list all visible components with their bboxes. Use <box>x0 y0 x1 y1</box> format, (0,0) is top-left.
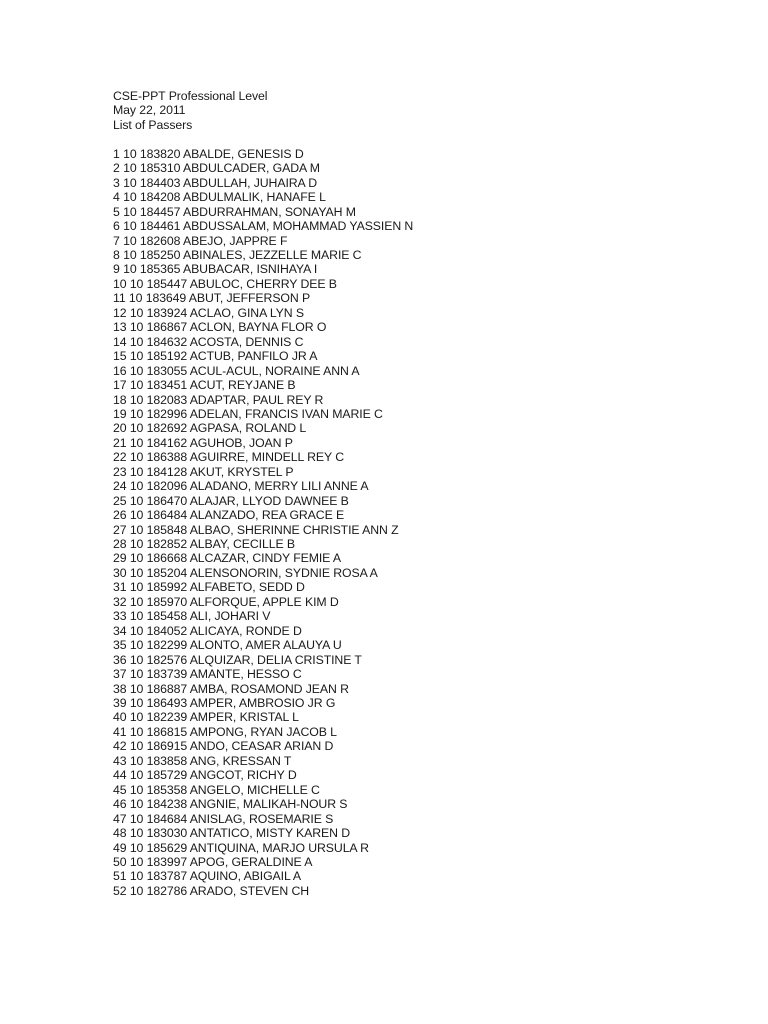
passer-name: ACTUB, PANFILO JR A <box>189 349 318 364</box>
passer-name: ABDUSSALAM, MOHAMMAD YASSIEN N <box>182 219 414 234</box>
passer-id: 182576 <box>146 652 188 667</box>
passer-region: 10 <box>129 565 144 580</box>
passer-id: 183451 <box>146 378 188 393</box>
passer-id: 183030 <box>146 826 188 841</box>
passer-id: 182996 <box>146 406 188 421</box>
passer-id: 185250 <box>139 247 181 262</box>
passer-region: 10 <box>129 508 144 523</box>
passer-name: ANTIQUINA, MARJO URSULA R <box>189 840 369 855</box>
passer-region: 10 <box>129 782 144 797</box>
passer-name: ALENSONORIN, SYDNIE ROSA A <box>189 565 378 580</box>
passer-name: ABDULMALIK, HANAFE L <box>182 190 326 205</box>
passer-id: 185970 <box>146 594 188 609</box>
passer-no: 11 <box>113 291 126 306</box>
document-header <box>113 89 713 132</box>
passer-region: 10 <box>129 537 144 552</box>
passer-row <box>113 566 713 580</box>
passer-region: 10 <box>129 724 144 739</box>
passer-region: 10 <box>123 146 137 161</box>
passer-name: ABUT, JEFFERSON P <box>188 291 311 306</box>
passer-row <box>113 725 713 739</box>
passer-row <box>113 624 713 638</box>
passer-id: 186493 <box>146 696 188 711</box>
passer-row <box>113 291 713 305</box>
passer-no: 41 <box>113 724 127 739</box>
passer-row <box>113 147 713 161</box>
exam-title: CSE-PPT Professional Level <box>113 89 268 103</box>
passer-no: 46 <box>113 797 127 812</box>
passer-name: ALBAY, CECILLE B <box>189 537 295 552</box>
passer-name: ANGCOT, RICHY D <box>189 768 297 783</box>
passer-row <box>113 551 713 565</box>
list-subtitle: List of Passers <box>113 117 193 132</box>
passer-region: 10 <box>129 768 144 783</box>
passer-region: 10 <box>129 840 144 855</box>
passer-id: 186887 <box>146 681 188 696</box>
passer-no: 47 <box>113 811 127 826</box>
passer-region: 10 <box>129 580 144 595</box>
passer-no: 5 <box>113 204 120 219</box>
passer-no: 13 <box>113 320 127 335</box>
passer-no: 23 <box>113 464 127 479</box>
passer-region: 10 <box>129 753 144 768</box>
passer-id: 183858 <box>146 753 188 768</box>
passer-name: ALCAZAR, CINDY FEMIE A <box>189 551 342 566</box>
passer-name: ALANZADO, REA GRACE E <box>189 508 345 523</box>
passer-region: 10 <box>129 406 144 421</box>
passer-region: 10 <box>123 204 137 219</box>
passer-name: AMPER, KRISTAL L <box>189 710 299 725</box>
passer-region: 10 <box>129 363 144 378</box>
passer-row <box>113 494 713 508</box>
passer-region: 10 <box>129 811 144 826</box>
passer-name: ANG, KRESSAN T <box>189 753 292 768</box>
passer-id: 185358 <box>146 782 188 797</box>
passer-id: 184208 <box>139 190 181 205</box>
passer-name: APOG, GERALDINE A <box>189 855 313 869</box>
passer-region: 10 <box>123 190 137 205</box>
passer-no: 43 <box>113 753 127 768</box>
passer-row <box>113 595 713 609</box>
passer-name: ACOSTA, DENNIS C <box>189 334 304 349</box>
passer-id: 183820 <box>139 146 181 161</box>
passer-name: ALAJAR, LLYOD DAWNEE B <box>189 493 349 508</box>
passer-id: 184403 <box>139 175 181 190</box>
passer-id: 185310 <box>139 161 181 176</box>
passer-no: 9 <box>113 262 120 277</box>
passer-id: 185192 <box>146 349 188 364</box>
passer-region: 10 <box>129 609 144 624</box>
passer-no: 20 <box>113 421 127 436</box>
passer-row <box>113 407 713 421</box>
passer-no: 38 <box>113 681 127 696</box>
passer-id: 184457 <box>139 204 181 219</box>
passer-name: ANGELO, MICHELLE C <box>189 782 320 797</box>
passer-region: 10 <box>129 883 144 898</box>
passer-id: 185458 <box>146 609 188 624</box>
passer-no: 40 <box>113 710 127 725</box>
passer-no: 31 <box>113 580 127 595</box>
passer-no: 16 <box>113 363 127 378</box>
passer-row <box>113 205 713 219</box>
passer-row <box>113 609 713 623</box>
passer-id: 184128 <box>146 464 188 479</box>
passer-region: 10 <box>129 667 144 682</box>
passer-region: 10 <box>129 479 144 494</box>
passer-region: 10 <box>129 710 144 725</box>
passer-id: 184461 <box>139 219 181 234</box>
passer-name: ABDURRAHMAN, SONAYAH M <box>182 204 356 219</box>
passer-row <box>113 653 713 667</box>
passer-region: 10 <box>129 826 144 841</box>
passer-region: 10 <box>129 305 144 320</box>
passer-row <box>113 638 713 652</box>
passer-id: 186915 <box>146 739 188 754</box>
passer-region: 10 <box>129 493 144 508</box>
passer-name: ALFABETO, SEDD D <box>189 580 305 595</box>
passer-region: 10 <box>129 421 144 436</box>
passer-no: 27 <box>113 522 127 537</box>
passer-name: ANGNIE, MALIKAH-NOUR S <box>189 797 348 812</box>
passer-id: 182299 <box>146 638 188 653</box>
passer-row <box>113 306 713 320</box>
passer-row <box>113 797 713 811</box>
passer-region: 10 <box>129 464 144 479</box>
passer-id: 183055 <box>146 363 188 378</box>
passer-region: 10 <box>129 551 144 566</box>
passer-row <box>113 248 713 262</box>
passer-no: 14 <box>113 334 127 349</box>
passer-id: 182096 <box>146 479 188 494</box>
passer-no: 36 <box>113 652 127 667</box>
passer-no: 32 <box>113 594 127 609</box>
passer-id: 185204 <box>146 565 188 580</box>
passer-name: ABINALES, JEZZELLE MARIE C <box>182 247 362 262</box>
passer-name: AMPONG, RYAN JACOB L <box>189 724 337 739</box>
passer-no: 8 <box>113 247 120 262</box>
passer-id: 182852 <box>146 537 188 552</box>
passer-name: ABEJO, JAPPRE F <box>182 233 288 248</box>
passer-row <box>113 364 713 378</box>
passer-id: 183924 <box>146 305 188 320</box>
passer-region: 10 <box>129 435 144 450</box>
passer-row <box>113 826 713 840</box>
passer-id: 183649 <box>145 291 187 306</box>
passer-region: 10 <box>123 219 137 234</box>
passer-id: 186388 <box>146 450 188 465</box>
passer-name: AMANTE, HESSO C <box>189 667 302 682</box>
passer-row <box>113 176 713 190</box>
passer-name: AQUINO, ABIGAIL A <box>189 869 301 884</box>
passer-name: ABALDE, GENESIS D <box>182 146 304 161</box>
passer-no: 15 <box>113 349 127 364</box>
passer-name: ABDULLAH, JUHAIRA D <box>182 175 318 190</box>
passer-name: ALQUIZAR, DELIA CRISTINE T <box>189 652 362 667</box>
passer-no: 3 <box>113 175 120 190</box>
passer-id: 185992 <box>146 580 188 595</box>
passer-no: 17 <box>113 378 127 393</box>
passer-name: AMPER, AMBROSIO JR G <box>189 696 336 711</box>
header-spacer <box>113 132 713 146</box>
passer-row <box>113 580 713 594</box>
passer-no: 44 <box>113 768 127 783</box>
passer-id: 185365 <box>139 262 181 277</box>
passer-region: 10 <box>129 869 144 884</box>
passer-id: 185447 <box>146 276 188 291</box>
passer-id: 183787 <box>146 869 188 884</box>
passer-no: 26 <box>113 508 127 523</box>
passer-id: 186867 <box>146 320 188 335</box>
passer-id: 184632 <box>146 334 188 349</box>
passer-no: 10 <box>113 276 127 291</box>
passer-id: 184684 <box>146 811 188 826</box>
passer-no: 45 <box>113 782 127 797</box>
passer-id: 185848 <box>146 522 188 537</box>
passer-name: ACLAO, GINA LYN S <box>189 305 304 320</box>
passer-row <box>113 812 713 826</box>
passer-id: 186815 <box>146 724 188 739</box>
passer-region: 10 <box>129 594 144 609</box>
passer-region: 10 <box>129 378 144 393</box>
passer-row <box>113 378 713 392</box>
passer-no: 37 <box>113 667 127 682</box>
passer-no: 19 <box>113 406 127 421</box>
passer-row <box>113 234 713 248</box>
passer-id: 183739 <box>146 667 188 682</box>
passer-no: 2 <box>113 161 120 176</box>
passer-id: 182239 <box>146 710 188 725</box>
passer-no: 50 <box>113 855 127 869</box>
passer-row <box>113 349 713 363</box>
passer-row <box>113 855 713 869</box>
passer-region: 10 <box>129 696 144 711</box>
passer-row <box>113 841 713 855</box>
passer-region: 10 <box>129 349 144 364</box>
passer-id: 182608 <box>139 233 181 248</box>
passer-region: 10 <box>128 291 143 306</box>
passer-name: ADAPTAR, PAUL REY R <box>189 392 324 407</box>
passer-no: 39 <box>113 696 127 711</box>
passer-region: 10 <box>129 276 144 291</box>
passer-id: 185729 <box>146 768 188 783</box>
passer-region: 10 <box>123 247 137 262</box>
passer-row <box>113 508 713 522</box>
passer-name: AKUT, KRYSTEL P <box>189 464 294 479</box>
passer-row <box>113 277 713 291</box>
passer-no: 35 <box>113 638 127 653</box>
passer-row <box>113 783 713 797</box>
passer-row <box>113 421 713 435</box>
passer-row <box>113 161 713 175</box>
passer-name: ALADANO, MERRY LILI ANNE A <box>189 479 369 494</box>
passer-row <box>113 537 713 551</box>
passer-no: 51 <box>113 869 127 884</box>
passer-region: 10 <box>129 320 144 335</box>
passer-name: AGUHOB, JOAN P <box>189 435 293 450</box>
passer-row <box>113 754 713 768</box>
passer-name: ACLON, BAYNA FLOR O <box>189 320 327 335</box>
passer-no: 33 <box>113 609 127 624</box>
exam-date: May 22, 2011 <box>113 103 186 118</box>
passer-region: 10 <box>129 739 144 754</box>
passer-row <box>113 739 713 753</box>
passer-no: 52 <box>113 883 127 898</box>
passer-row <box>113 667 713 681</box>
passer-name: ALFORQUE, APPLE KIM D <box>189 594 339 609</box>
passer-name: ARADO, STEVEN CH <box>189 883 310 898</box>
passer-id: 184238 <box>146 797 188 812</box>
passer-row <box>113 465 713 479</box>
passer-no: 42 <box>113 739 127 754</box>
passer-region: 10 <box>123 175 137 190</box>
passer-row <box>113 696 713 710</box>
passer-region: 10 <box>129 450 144 465</box>
passer-name: ABDULCADER, GADA M <box>182 161 320 176</box>
passer-no: 28 <box>113 537 127 552</box>
passer-row <box>113 710 713 724</box>
passer-no: 18 <box>113 392 127 407</box>
passer-row <box>113 436 713 450</box>
passer-no: 34 <box>113 623 127 638</box>
passer-row <box>113 320 713 334</box>
passer-id: 182786 <box>146 883 188 898</box>
passer-region: 10 <box>123 233 137 248</box>
passer-id: 182083 <box>146 392 188 407</box>
passer-no: 12 <box>113 305 127 320</box>
passer-name: AGUIRRE, MINDELL REY C <box>189 450 344 465</box>
passer-name: ANTATICO, MISTY KAREN D <box>189 826 351 841</box>
passer-no: 21 <box>113 435 127 450</box>
passer-no: 6 <box>113 219 120 234</box>
passer-no: 49 <box>113 840 127 855</box>
passer-no: 48 <box>113 826 127 841</box>
passer-id: 186470 <box>146 493 188 508</box>
document-page <box>113 89 713 898</box>
passer-region: 10 <box>129 392 144 407</box>
passer-name: ALONTO, AMER ALAUYA U <box>189 638 342 653</box>
passer-name: ALBAO, SHERINNE CHRISTIE ANN Z <box>189 522 399 537</box>
passer-name: ACUL-ACUL, NORAINE ANN A <box>189 363 360 378</box>
passer-row <box>113 884 713 898</box>
passer-no: 7 <box>113 233 120 248</box>
passer-name: AGPASA, ROLAND L <box>189 421 307 436</box>
passer-row <box>113 450 713 464</box>
passer-row <box>113 262 713 276</box>
passer-region: 10 <box>129 334 144 349</box>
passer-name: ANDO, CEASAR ARIAN D <box>189 739 334 754</box>
passer-region: 10 <box>129 638 144 653</box>
passer-no: 1 <box>113 146 120 161</box>
passer-no: 30 <box>113 565 127 580</box>
passer-name: ADELAN, FRANCIS IVAN MARIE C <box>189 406 383 421</box>
passer-row <box>113 335 713 349</box>
passer-region: 10 <box>129 652 144 667</box>
passer-name: ALI, JOHARI V <box>189 609 271 624</box>
passer-name: ABULOC, CHERRY DEE B <box>189 276 337 291</box>
passer-region: 10 <box>129 855 144 869</box>
passer-id: 183997 <box>146 855 188 869</box>
passer-row <box>113 393 713 407</box>
passer-region: 10 <box>123 161 137 176</box>
passer-row <box>113 869 713 883</box>
passer-row <box>113 190 713 204</box>
passer-region: 10 <box>129 522 144 537</box>
passer-row <box>113 479 713 493</box>
passer-no: 4 <box>113 190 120 205</box>
passer-no: 22 <box>113 450 127 465</box>
passer-name: ABUBACAR, ISNIHAYA I <box>182 262 318 277</box>
passer-id: 184052 <box>146 623 188 638</box>
passer-region: 10 <box>129 681 144 696</box>
passer-id: 182692 <box>146 421 188 436</box>
passer-name: ACUT, REYJANE B <box>189 378 296 393</box>
passer-list <box>113 147 713 899</box>
passer-row <box>113 523 713 537</box>
passer-name: ALICAYA, RONDE D <box>189 623 302 638</box>
passer-region: 10 <box>129 797 144 812</box>
passer-region: 10 <box>123 262 137 277</box>
passer-row <box>113 219 713 233</box>
passer-id: 184162 <box>146 435 188 450</box>
passer-id: 185629 <box>146 840 188 855</box>
passer-no: 24 <box>113 479 127 494</box>
passer-row <box>113 682 713 696</box>
passer-no: 25 <box>113 493 127 508</box>
passer-id: 186484 <box>146 508 188 523</box>
passer-no: 29 <box>113 551 127 566</box>
passer-row <box>113 768 713 782</box>
passer-region: 10 <box>129 623 144 638</box>
passer-name: AMBA, ROSAMOND JEAN R <box>189 681 349 696</box>
passer-name: ANISLAG, ROSEMARIE S <box>189 811 334 826</box>
passer-id: 186668 <box>146 551 188 566</box>
